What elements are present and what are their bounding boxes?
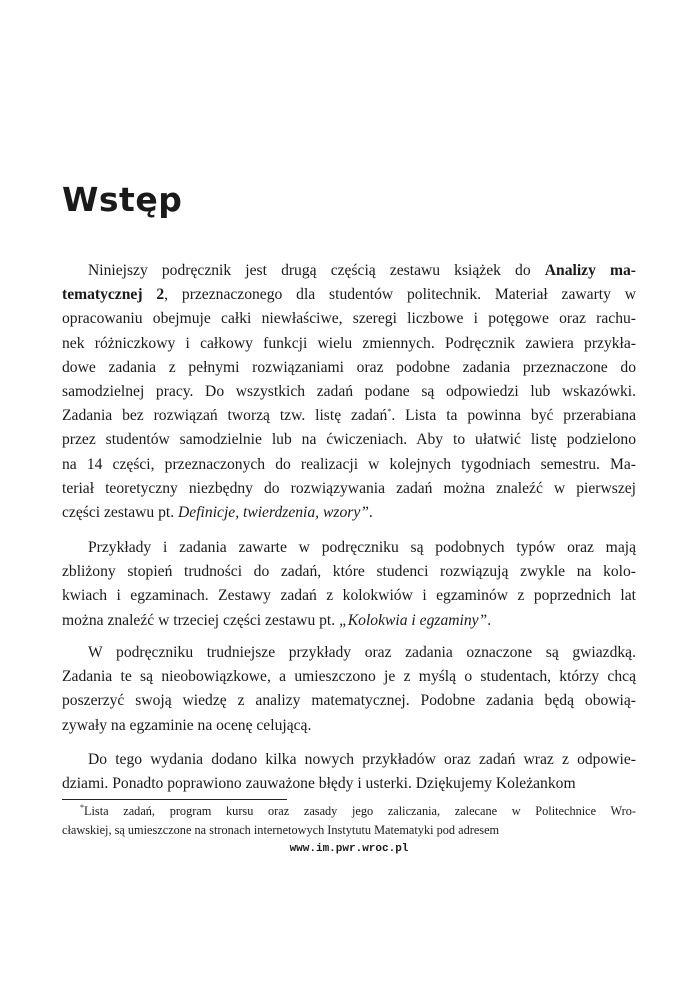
text-line bbox=[62, 748, 636, 772]
paragraph-examples bbox=[62, 536, 636, 633]
paragraph-edition bbox=[62, 748, 636, 796]
text-line bbox=[62, 307, 636, 331]
text-run: W podręczniku trudniejsze przykłady oraz zadania oznaczone są gwiazdką. bbox=[88, 644, 636, 661]
text-run: samodzielnej pracy. Do wszystkich zadań podane są odpowiedzi lub wskazówki. bbox=[62, 382, 636, 400]
text-run: teriał teoretyczny niezbędny do rozwiązywania zadań można znaleźć w pierwszej bbox=[62, 479, 636, 497]
text-line bbox=[62, 714, 636, 738]
text-run: Analizy ma- bbox=[544, 262, 636, 279]
text-run: Niniejszy podręcznik jest drugą częścią zestawu książek do bbox=[88, 262, 545, 279]
text-line bbox=[62, 584, 636, 608]
text-run: , przeznaczonego dla studentów politechnik. Materiał zawarty w bbox=[164, 286, 636, 304]
text-line bbox=[62, 536, 636, 560]
text-run: dowe zadania z pełnymi rozwiązaniami oraz podobne zadania przeznaczone do bbox=[62, 358, 636, 376]
text-line bbox=[62, 283, 636, 307]
text-line bbox=[62, 404, 636, 428]
text-line bbox=[62, 560, 636, 584]
text-line bbox=[62, 356, 636, 380]
footnote-text: Lista zadań, program kursu oraz zasady jego zaliczania, zalecane w Politechnice Wro- bbox=[84, 804, 636, 818]
text-run: Do tego wydania dodano kilka nowych przykładów oraz zadań wraz z odpowie- bbox=[88, 751, 636, 768]
text-line bbox=[62, 665, 636, 689]
text-run: na 14 części, przeznaczonych do realizacji w kolejnych tygodniach semestru. Ma- bbox=[62, 455, 636, 473]
paragraph-starred bbox=[62, 641, 636, 738]
text-run: „Kolokwia i egzaminy” bbox=[339, 611, 488, 629]
text-run: . Lista ta powinna być przerabiana bbox=[391, 407, 637, 425]
text-run: kwiach i egzaminach. Zestawy zadań z kolokwiów i egzaminów z poprzednich lat bbox=[62, 587, 636, 605]
footnote-url[interactable]: www.im.pwr.wroc.pl bbox=[289, 843, 409, 855]
text-run: . bbox=[368, 503, 373, 521]
footnote-line: cławskiej, są umieszczone na stronach internetowych Instytutu Matematyki pod adresem bbox=[62, 823, 500, 837]
footnote-ref: * bbox=[387, 406, 392, 416]
text-line bbox=[62, 477, 636, 501]
footnote bbox=[62, 802, 636, 859]
text-run: opracowaniu obejmuje całki niewłaściwe, szeregi liczbowe i potęgowe oraz rachu- bbox=[62, 310, 636, 328]
text-run: zbliżony stopień trudności do zadań, które studenci rozwiązują zwykle na kolo- bbox=[62, 563, 636, 581]
text-run: nek różniczkowy i całkowy funkcji wielu zmiennych. Podręcznik zawiera przykła- bbox=[62, 334, 636, 352]
text-run: . bbox=[487, 611, 492, 629]
text-run: dziami. Ponadto poprawiono zauważone błędy i usterki. Dziękujemy Koleżankom bbox=[62, 775, 576, 793]
paragraph-intro bbox=[62, 259, 636, 525]
text-run: przez studentów samodzielnie lub na ćwiczeniach. Aby to ułatwić listę podzielono bbox=[62, 431, 636, 449]
text-run: Zadania bez rozwiązań tworzą tzw. listę zadań bbox=[62, 407, 388, 425]
text-line bbox=[62, 609, 636, 633]
text-line bbox=[62, 428, 636, 452]
text-line bbox=[62, 259, 636, 283]
text-run: części zestawu pt. bbox=[62, 503, 179, 521]
text-line bbox=[62, 332, 636, 356]
text-run: tematycznej 2 bbox=[62, 286, 165, 304]
footnote-rule bbox=[62, 799, 287, 800]
text-line bbox=[62, 501, 636, 525]
text-line bbox=[62, 689, 636, 713]
text-run: poszerzyć swoją wiedzę z analizy matematycznej. Podobne zadania będą obowią- bbox=[62, 692, 636, 710]
text-run: zywały na egzaminie na ocenę celującą. bbox=[62, 716, 312, 734]
footnote-marker: * bbox=[80, 802, 84, 812]
text-line bbox=[62, 772, 636, 796]
text-run: Zadania te są nieobowiązkowe, a umieszczono je z myślą o studentach, którzy chcą bbox=[62, 668, 636, 686]
page-title: Wstęp bbox=[62, 180, 183, 219]
text-run: Definicje, twierdzenia, wzory” bbox=[178, 503, 369, 521]
text-line bbox=[62, 380, 636, 404]
footnote-line bbox=[62, 802, 636, 821]
text-line bbox=[62, 453, 636, 477]
text-line bbox=[62, 641, 636, 665]
text-run: Przykłady i zadania zawarte w podręczniku są podobnych typów oraz mają bbox=[88, 539, 636, 556]
text-run: można znaleźć w trzeciej części zestawu pt. bbox=[62, 611, 340, 629]
